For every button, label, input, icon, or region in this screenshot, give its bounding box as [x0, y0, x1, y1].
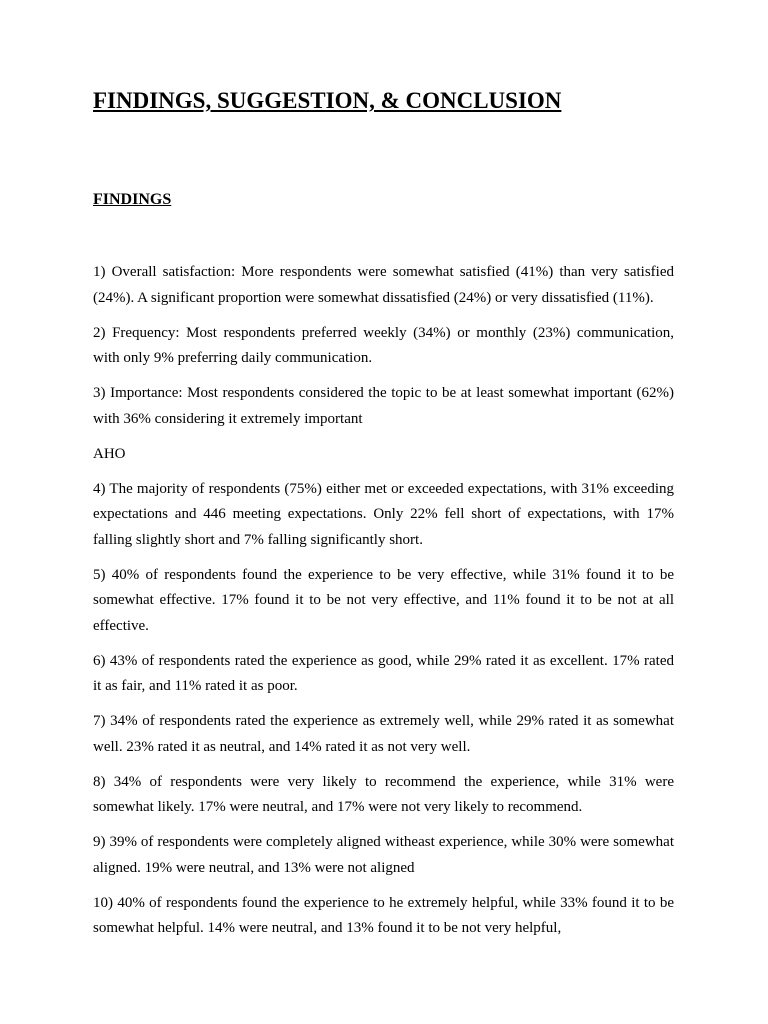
finding-paragraph: 1) Overall satisfaction: More respondents were somewhat satisfied (41%) than very satisfied (24%). A significant proportion were somewhat dissatisfied (24%) or very dissatisfied (11%). [93, 264, 674, 306]
finding-paragraph: 5) 40% of respondents found the experience to be very effective, while 31% found it to be somewhat effective. 17% found it to be not very effective, and 11% found it to be not at all effective. [93, 566, 674, 634]
finding-paragraph: 3) Importance: Most respondents considered the topic to be at least somewhat important (62%) with 36% considering it extremely important [93, 385, 674, 427]
findings-list [93, 260, 674, 951]
finding-paragraph: 2) Frequency: Most respondents preferred weekly (34%) or monthly (23%) communication, with only 9% preferring daily communication. [93, 324, 674, 366]
finding-paragraph: 10) 40% of respondents found the experience to he extremely helpful, while 33% found it to be somewhat helpful. 14% were neutral, and 13% found it to be not very helpful, [93, 894, 674, 936]
finding-paragraph: AHO [93, 445, 126, 462]
page-title: FINDINGS, SUGGESTION, & CONCLUSION [93, 88, 562, 113]
finding-paragraph: 6) 43% of respondents rated the experience as good, while 29% rated it as excellent. 17% rated it as fair, and 11% rated it as poor. [93, 652, 674, 694]
finding-paragraph: 8) 34% of respondents were very likely to recommend the experience, while 31% were somewhat likely. 17% were neutral, and 17% were not very likely to recommend. [93, 773, 674, 815]
section-heading-findings: FINDINGS [93, 191, 172, 208]
finding-paragraph: 4) The majority of respondents (75%) either met or exceeded expectations, with 31% exceeding expectations and 446 meeting expectations. Only 22% fell short of expectations, with 17% falling slightly short and 7% falling significantly short. [93, 480, 674, 548]
finding-paragraph: 7) 34% of respondents rated the experience as extremely well, while 29% rated it as somewhat well. 23% rated it as neutral, and 14% rated it as not very well. [93, 713, 674, 755]
finding-paragraph: 9) 39% of respondents were completely aligned witheast experience, while 30% were somewhat aligned. 19% were neutral, and 13% were not aligned [93, 834, 674, 876]
